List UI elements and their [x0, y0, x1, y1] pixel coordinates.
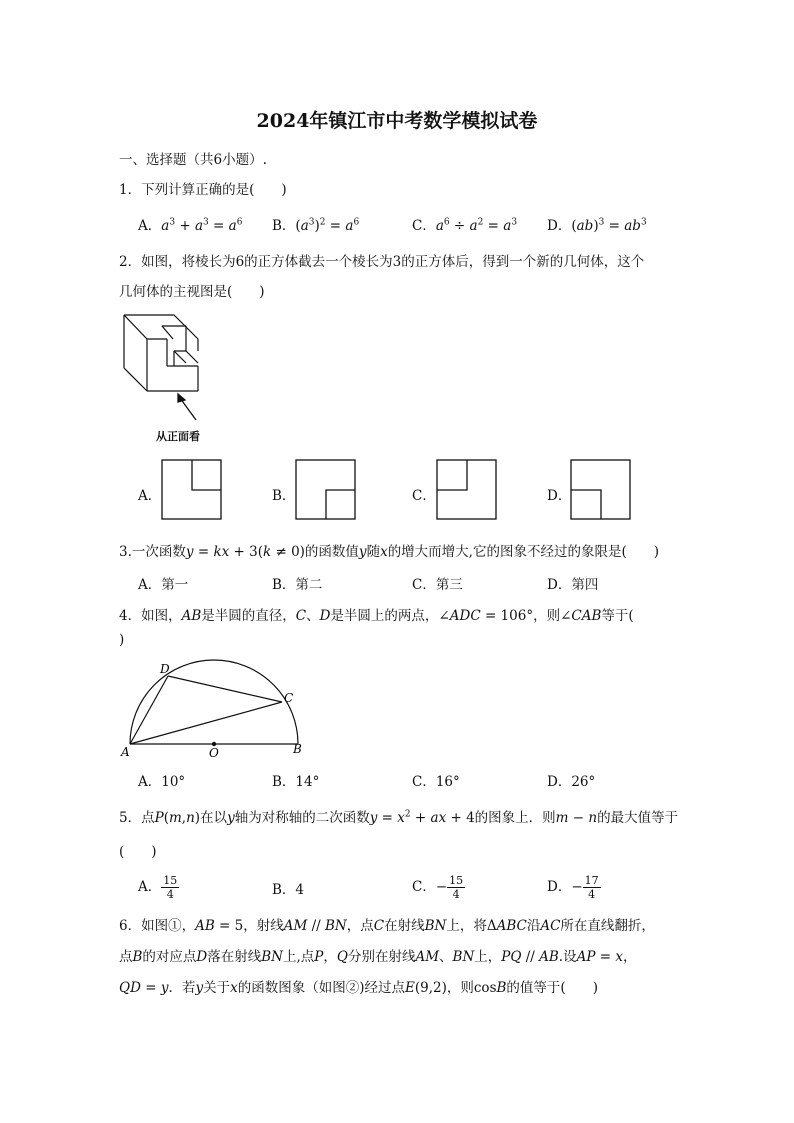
question-2-option-a-label: A． [138, 488, 162, 504]
question-2-option-c-label: C． [412, 488, 436, 504]
semicircle-figure [118, 655, 318, 760]
question-1-option-b: B．$(a^3)^2 = a^6$ [272, 217, 360, 234]
question-1-option-a: A．$a^3 + a^3 = a^6$ [138, 217, 243, 234]
question-1-option-c: C．$a^6 \div a^2 = a^3$ [412, 217, 518, 234]
label-b: B [293, 742, 302, 756]
option-c-view [436, 459, 498, 521]
question-4-option-d: D．26° [547, 774, 596, 790]
question-5-stem-line1: 5．点P(m,n)在以y轴为对称轴的二次函数$y = x^2$ + ax + 4的图象上．则m − n的最大值等于 [119, 809, 679, 826]
question-2-stem-line1: 2．如图，将棱长为6的正方体截去一个棱长为3的正方体后，得到一个新的几何体，这个 [119, 254, 645, 270]
question-6-stem-line1: 6．如图①，AB = 5，射线AM // BN，点C在射线BN上，将ΔABC沿AC所在直线翻折， [119, 918, 655, 934]
question-5-option-a: A． $\frac{15}{4}$ [138, 874, 178, 901]
question-2-option-b-label: B． [272, 488, 296, 504]
question-6-stem-line3: QD = y．若y关于x的函数图象（如图②)经过点E(9,2)，则cosB的值等于( ) [119, 980, 598, 996]
question-3-option-c: C．第三 [412, 577, 463, 593]
question-4-option-a: A．10° [138, 774, 186, 790]
question-3-option-b: B．第二 [272, 577, 323, 593]
question-2-option-d-label: D． [547, 488, 572, 504]
question-1-option-d: D．$(ab)^3 = ab^3$ [547, 217, 647, 234]
option-a-view [161, 459, 223, 521]
option-d-view [570, 459, 632, 521]
label-a: A [121, 745, 130, 759]
question-2-stem-line2: 几何体的主视图是( ) [119, 284, 265, 300]
section-header: 一、选择题（共6小题）. [119, 152, 267, 168]
question-3-option-a: A．第一 [138, 577, 189, 593]
question-5-option-b: B．4 [272, 882, 305, 898]
label-d: D [160, 662, 170, 676]
question-5-option-d: D．− $\frac{17}{4}$ [547, 874, 599, 901]
question-4-stem-line1: 4．如图，AB是半圆的直径，C、D是半圆上的两点，∠ADC = 106°，则∠CAB等于( [119, 608, 634, 624]
question-3-stem: 3.一次函数y = kx + 3(k ≠ 0)的函数值y随x的增大而增大,它的图象不经过的象限是( ) [119, 544, 660, 560]
label-c: C [284, 691, 294, 705]
question-5-stem-line2: ( ) [119, 844, 157, 860]
page-title: 2024年镇江市中考数学模拟试卷 [256, 110, 538, 132]
question-5-option-c: C．− $\frac{15}{4}$ [412, 874, 464, 901]
question-4-stem-line2: ) [119, 632, 125, 648]
question-1-stem: 1．下列计算正确的是( ) [119, 182, 287, 198]
label-o: O [209, 746, 219, 760]
question-6-stem-line2: 点B的对应点D落在射线BN上,点P，Q分别在射线AM、BN上，PQ // AB.设AP = x， [119, 949, 637, 965]
question-3-option-d: D．第四 [547, 577, 599, 593]
cube-figure [118, 310, 218, 425]
view-direction-caption: 从正面看 [156, 430, 200, 443]
question-4-option-b: B．14° [272, 774, 320, 790]
option-b-view [295, 459, 357, 521]
question-4-option-c: C．16° [412, 774, 460, 790]
